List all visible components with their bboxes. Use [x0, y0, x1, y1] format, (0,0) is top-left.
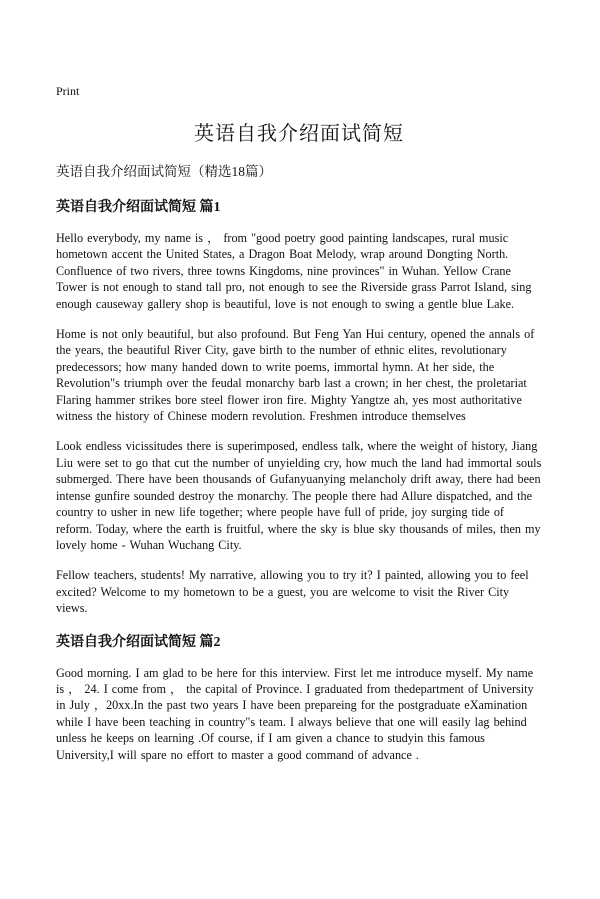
document-subtitle: 英语自我介绍面试简短（精选18篇） [56, 164, 272, 179]
paragraph: Fellow teachers, students! My narrative, allowing you to try it? I painted, allowing you to feel excited? Welcome to my hometown to be a guest, you are welcome to visit the River City views. [56, 568, 529, 616]
section-2 [56, 631, 542, 763]
print-label: Print [56, 84, 80, 98]
paragraph: Look endless vicissitudes there is superimposed, endless talk, where the weight of history, Jiang Liu were set to go that cut the number of unyielding cry, how much the land had immortal souls submerged. There have been thousands of Gufanyuanying melancholy drift away, there had been intense gunfire sounded destroy the monarchy. The people there had Allure dispatched, and the country to usher in new life together; where people have full of pride, joy surging tide of reform. Today, where the earth is fruitful, where the sky is blue sky thousands of miles, then my lovely home - Wuhan Wuchang City. [56, 439, 542, 552]
paragraph: Home is not only beautiful, but also profound. But Feng Yan Hui century, opened the annals of the years, the beautiful River City, gave birth to the number of ethnic elites, revolutionary predecessors; how many handed down to write poems, immortal hymn. At her side, the Revolution"s triumph over the feudal monarchy barb last a crown; in her chest, the proletariat Flaring hammer strikes bore steel flower iron fire. Mighty Yangtze ah, yes most authoritative witness the history of Chinese modern revolution. Freshmen introduce themselves [56, 327, 535, 424]
section-heading: 英语自我介绍面试简短 篇1 [56, 200, 221, 215]
paragraph: Good morning. I am glad to be here for this interview. First let me introduce myself. My name is ， 24. I come from ， the capital of Province. I graduated from thedepartment of University in July ，20xx.In the past two years I have been prepareing for the postgraduate eXamination while I have been teaching in country"s team. I always believe that one will easily lag behind unless he keeps on learning .Of course, if I am given a chance to studyin this famous University,I will spare no effort to master a good command of advance . [56, 665, 534, 762]
paragraph: Hello everybody, my name is ， from "good poetry good painting landscapes, rural music hometown accent the United States, a Dragon Boat Melody, wrap around Dongting North. Confluence of two rivers, three towns Kingdoms, nine provinces" in Wuhan. Yellow Crane Tower is not enough to stand tall pro, not enough to see the Riverside grass Parrot Island, sing enough causeway gallery shop is beautiful, love is not enough to swing a gentle blue Lake. [56, 231, 532, 311]
section-heading: 英语自我介绍面试简短 篇2 [56, 634, 221, 650]
document-title: 英语自我介绍面试简短 [194, 123, 404, 145]
section-1 [56, 196, 542, 617]
